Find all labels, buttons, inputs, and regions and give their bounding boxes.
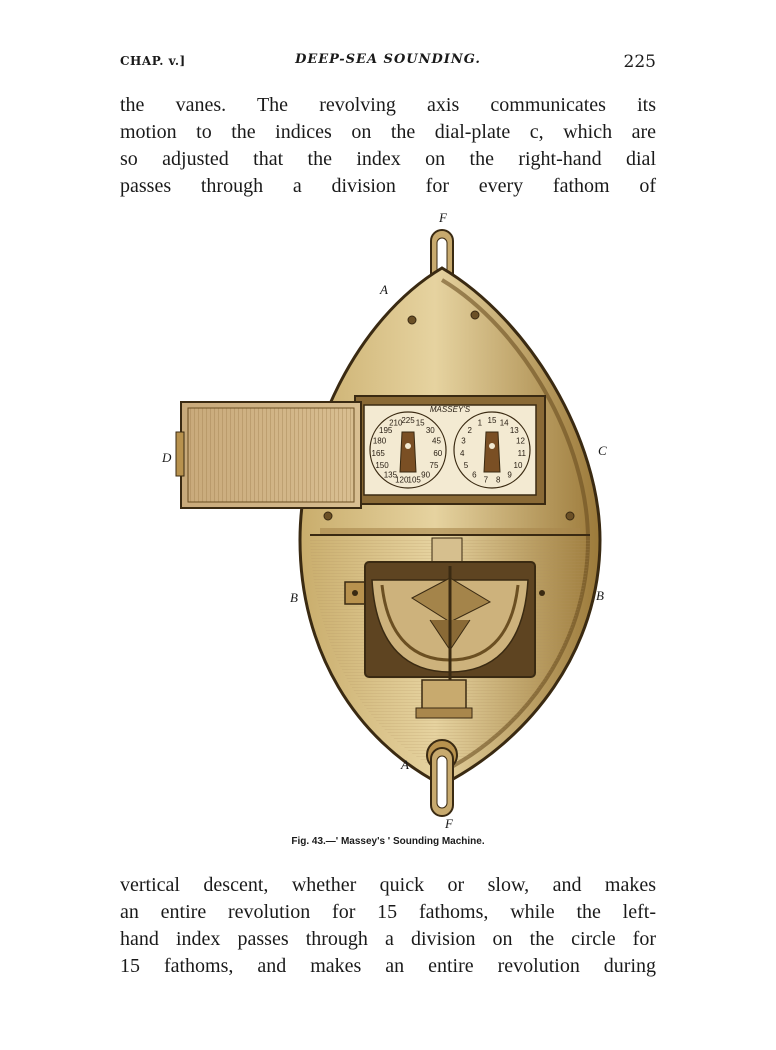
dial-numeral: 30 xyxy=(425,425,435,435)
dial-numeral: 90 xyxy=(421,470,431,480)
dial-numeral: 135 xyxy=(383,470,398,480)
left-dial xyxy=(370,412,446,488)
dial-numeral: 45 xyxy=(432,436,441,446)
dial-numeral: 6 xyxy=(472,470,477,480)
dial-numeral: 2 xyxy=(467,425,472,435)
dial-numeral: 120 xyxy=(395,475,409,485)
dial-numeral: 195 xyxy=(379,425,393,435)
dial-numeral: 15 xyxy=(415,418,425,428)
sounding-machine-illustration xyxy=(150,210,620,835)
dial-numeral: 5 xyxy=(463,461,469,470)
dial-numeral: 11 xyxy=(517,449,526,459)
dial-numeral: 14 xyxy=(499,418,509,428)
vane-housing xyxy=(345,562,545,680)
text-line: passes through a division for every fathom of xyxy=(120,175,656,197)
dial-cover-door xyxy=(176,402,361,508)
dial-numeral: 75 xyxy=(429,461,439,470)
dial-numeral: 225 xyxy=(401,416,415,425)
figure-caption: Fig. 43.—' Massey's ' Sounding Machine. xyxy=(291,836,485,847)
label-bottom-f: F xyxy=(445,816,453,831)
dial-numeral: 13 xyxy=(509,425,519,435)
dial-numeral: 60 xyxy=(433,449,443,459)
label-top-f: F xyxy=(439,210,447,225)
dial-numeral: 165 xyxy=(371,449,385,459)
label-upper-a: A xyxy=(380,282,388,297)
label-right-b: B xyxy=(596,588,604,603)
paragraph-bottom xyxy=(120,872,656,980)
paragraph-top xyxy=(120,92,656,200)
dial-numeral: 210 xyxy=(389,418,403,428)
text-line: so adjusted that the index on the right-hand dial xyxy=(120,148,656,170)
dial-numeral: 3 xyxy=(461,436,466,446)
dial-numeral: 12 xyxy=(516,436,525,446)
dial-numeral: 180 xyxy=(372,436,387,446)
page-number: 225 xyxy=(623,52,656,72)
running-title: DEEP-SEA SOUNDING. xyxy=(295,52,481,67)
chapter-label: CHAP. v.] xyxy=(120,54,186,68)
bottom-shackle xyxy=(427,740,457,816)
text-line: hand index passes through a division on the circle for xyxy=(120,928,656,950)
text-line: an entire revolution for 15 fathoms, while the left- xyxy=(120,901,656,923)
dial-numeral: 4 xyxy=(459,449,465,459)
dial-numeral: 150 xyxy=(375,461,389,470)
dial-numeral: 105 xyxy=(407,475,421,485)
dial-numeral: 9 xyxy=(507,470,512,480)
label-c: C xyxy=(598,443,607,458)
dial-numeral: 8 xyxy=(495,475,501,485)
dial-numeral: 15 xyxy=(487,416,497,425)
dial-numeral: 7 xyxy=(483,475,489,485)
dial-numeral: 10 xyxy=(513,461,523,470)
text-line: vertical descent, whether quick or slow, and makes xyxy=(120,874,656,896)
dial-numeral: 1 xyxy=(477,418,483,428)
maker-mark: MASSEY'S xyxy=(429,405,471,414)
text-line: motion to the indices on the dial-plate c, which are xyxy=(120,121,656,143)
text-line: the vanes. The revolving axis communicates its xyxy=(120,94,656,116)
running-header xyxy=(120,52,656,74)
text-line: 15 fathoms, and makes an entire revolution during xyxy=(120,955,656,977)
engraving xyxy=(150,210,620,835)
label-d: D xyxy=(162,450,172,465)
label-lower-a: A xyxy=(401,757,409,772)
right-dial xyxy=(454,412,530,488)
label-left-b: B xyxy=(290,590,298,605)
